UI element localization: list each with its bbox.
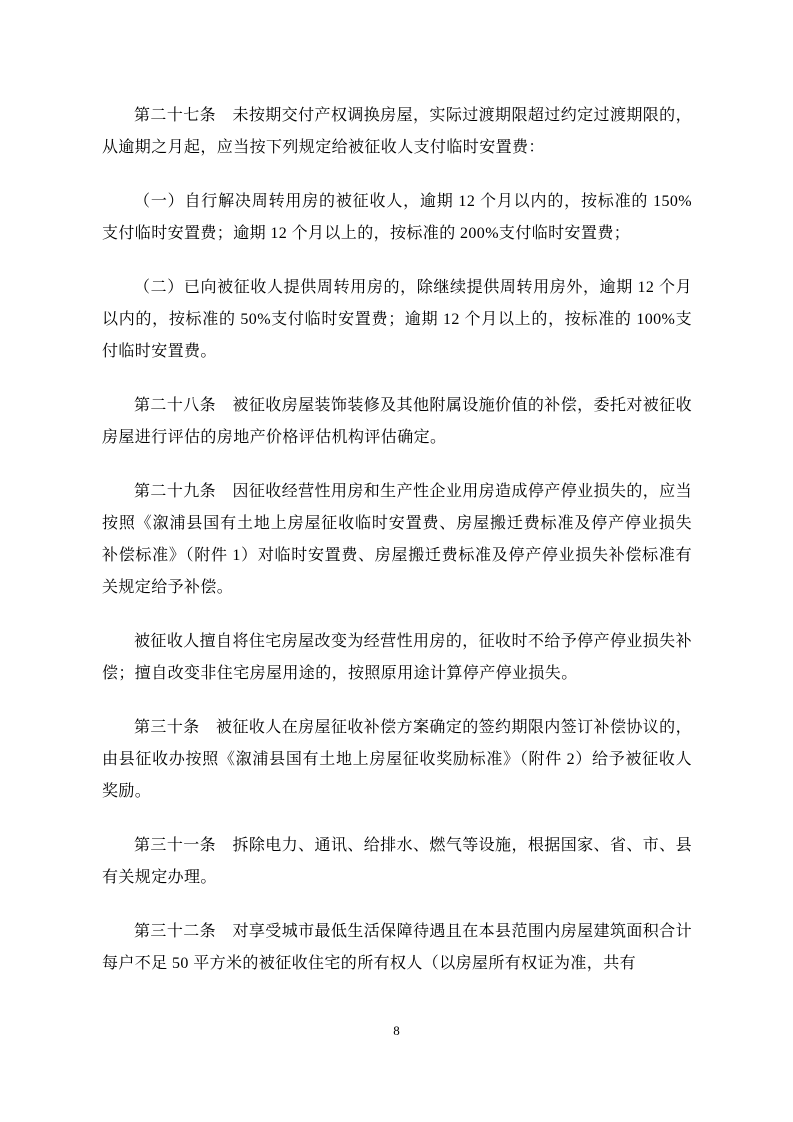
paragraph-article-28: 第二十八条 被征收房屋装饰装修及其他附属设施价值的补偿，委托对被征收房屋进行评估的房地产价格评估机构评估确定。 bbox=[102, 397, 692, 446]
paragraph-article-27-item-2: （二）已向被征收人提供周转用房的，除继续提供周转用房外，逾期 12 个月以内的，按标准的 50%支付临时安置费；逾期 12 个月以上的，按标准的 100%支付临时安置费。 bbox=[102, 279, 692, 360]
paragraph-article-30: 第三十条 被征收人在房屋征收补偿方案确定的签约期限内签订补偿协议的，由县征收办按照《溆浦县国有土地上房屋征收奖励标准》（附件 2）给予被征收人奖励。 bbox=[102, 719, 692, 800]
paragraph-article-32: 第三十二条 对享受城市最低生活保障待遇且在本县范围内房屋建筑面积合计每户不足 50 平方米的被征收住宅的所有权人（以房屋所有权证为准，共有 bbox=[102, 923, 692, 972]
paragraph-article-27-item-1: （一）自行解决周转用房的被征收人，逾期 12 个月以内的，按标准的 150%支付临时安置费；逾期 12 个月以上的，按标准的 200%支付临时安置费； bbox=[102, 193, 692, 242]
paragraph-article-29: 第二十九条 因征收经营性用房和生产性企业用房造成停产停业损失的，应当按照《溆浦县国有土地上房屋征收临时安置费、房屋搬迁费标准及停产停业损失补偿标准》（附件 1）对临时安置费、房屋搬迁费标准及停产停业损失补偿标准有关规定给予补偿。 bbox=[102, 483, 692, 596]
document-body bbox=[102, 100, 692, 1002]
page-number: 8 bbox=[393, 1023, 400, 1038]
paragraph-article-29-supplement: 被征收人擅自将住宅房屋改变为经营性用房的，征收时不给予停产停业损失补偿；擅自改变非住宅房屋用途的，按照原用途计算停产停业损失。 bbox=[102, 633, 692, 682]
paragraph-article-31: 第三十一条 拆除电力、通讯、给排水、燃气等设施，根据国家、省、市、县有关规定办理。 bbox=[102, 837, 692, 886]
paragraph-article-27: 第二十七条 未按期交付产权调换房屋，实际过渡期限超过约定过渡期限的，从逾期之月起，应当按下列规定给被征收人支付临时安置费： bbox=[102, 107, 692, 156]
